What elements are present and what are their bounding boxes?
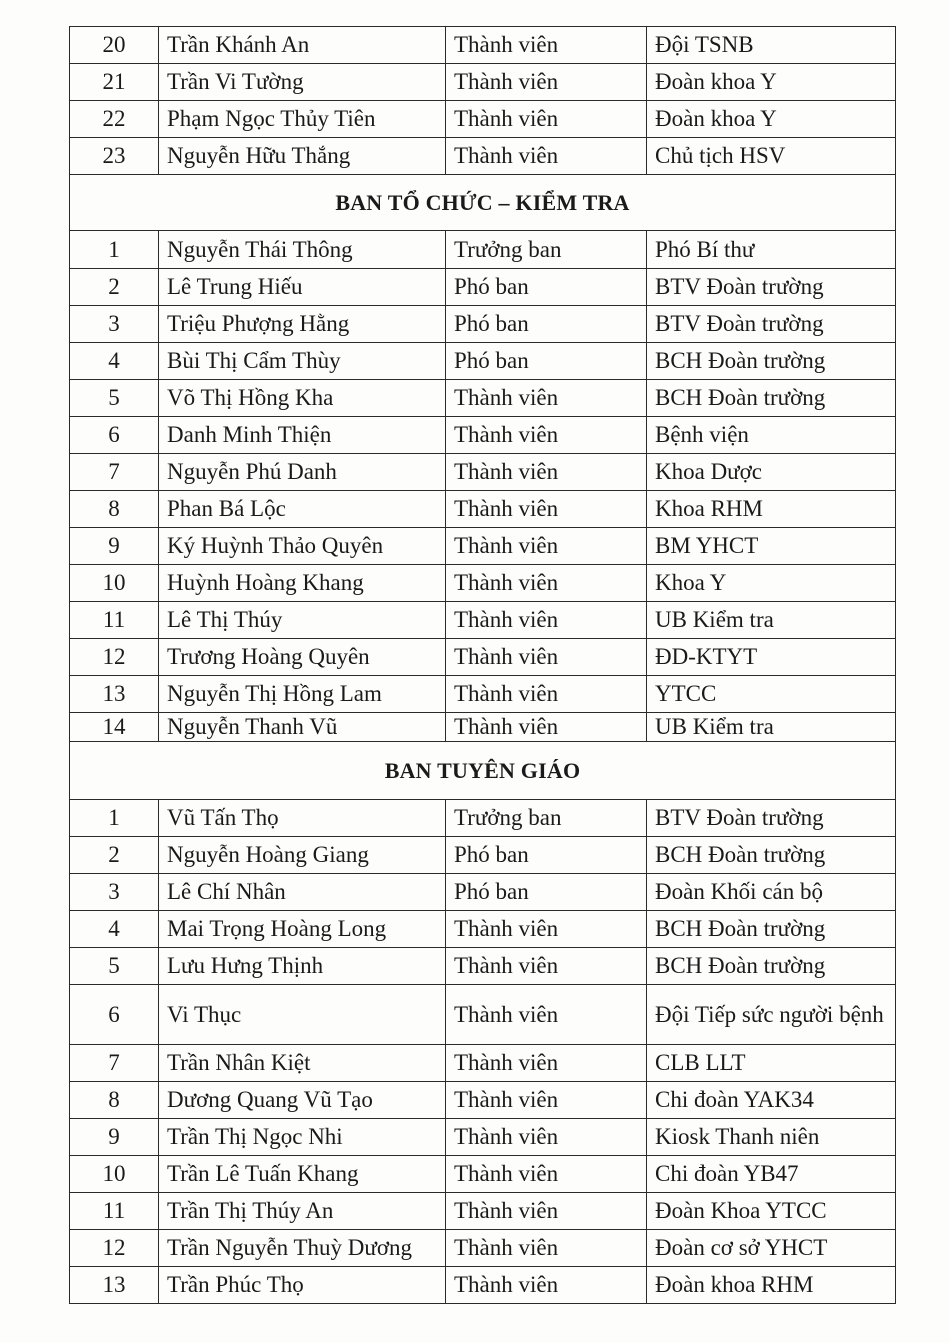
table-row (70, 27, 896, 64)
table-row (70, 528, 896, 565)
member-name: Lê Chí Nhân (159, 874, 446, 911)
member-role: Thành viên (446, 417, 647, 454)
member-name: Lê Trung Hiếu (159, 269, 446, 306)
member-role: Thành viên (446, 528, 647, 565)
member-name: Trần Thị Thúy An (159, 1193, 446, 1230)
member-name: Nguyễn Phú Danh (159, 454, 446, 491)
row-number: 10 (70, 565, 159, 602)
member-name: Triệu Phượng Hằng (159, 306, 446, 343)
row-number: 8 (70, 491, 159, 528)
member-role: Thành viên (446, 101, 647, 138)
member-name: Trần Lê Tuấn Khang (159, 1156, 446, 1193)
member-unit: Đội Tiếp sức người bệnh (647, 985, 896, 1045)
member-unit: Khoa Dược (647, 454, 896, 491)
member-unit: BCH Đoàn trường (647, 343, 896, 380)
table-row (70, 1082, 896, 1119)
row-number: 12 (70, 1230, 159, 1267)
row-number: 6 (70, 417, 159, 454)
table-row (70, 800, 896, 837)
member-unit: BCH Đoàn trường (647, 948, 896, 985)
member-role: Trưởng ban (446, 800, 647, 837)
member-unit: BCH Đoàn trường (647, 837, 896, 874)
roster-body (70, 27, 896, 1304)
row-number: 2 (70, 837, 159, 874)
member-role: Thành viên (446, 380, 647, 417)
member-unit: Khoa Y (647, 565, 896, 602)
member-name: Lê Thị Thúy (159, 602, 446, 639)
member-name: Ký Huỳnh Thảo Quyên (159, 528, 446, 565)
member-role: Thành viên (446, 1230, 647, 1267)
row-number: 1 (70, 231, 159, 269)
table-row (70, 417, 896, 454)
member-name: Trần Thị Ngọc Nhi (159, 1119, 446, 1156)
member-unit: Khoa RHM (647, 491, 896, 528)
member-unit: Chi đoàn YAK34 (647, 1082, 896, 1119)
member-role: Thành viên (446, 1045, 647, 1082)
table-row (70, 602, 896, 639)
row-number: 13 (70, 1267, 159, 1304)
member-unit: Kiosk Thanh niên (647, 1119, 896, 1156)
member-name: Phạm Ngọc Thủy Tiên (159, 101, 446, 138)
member-name: Trần Khánh An (159, 27, 446, 64)
member-name: Trương Hoàng Quyên (159, 639, 446, 676)
table-row (70, 269, 896, 306)
table-row (70, 1045, 896, 1082)
member-name: Vi Thục (159, 985, 446, 1045)
member-name: Trần Nhân Kiệt (159, 1045, 446, 1082)
member-role: Thành viên (446, 138, 647, 175)
table-row (70, 101, 896, 138)
member-unit: Chi đoàn YB47 (647, 1156, 896, 1193)
table-row (70, 231, 896, 269)
row-number: 3 (70, 306, 159, 343)
member-name: Bùi Thị Cẩm Thùy (159, 343, 446, 380)
row-number: 6 (70, 985, 159, 1045)
row-number: 10 (70, 1156, 159, 1193)
member-name: Nguyễn Hữu Thắng (159, 138, 446, 175)
table-row (70, 676, 896, 713)
member-name: Nguyễn Thị Hồng Lam (159, 676, 446, 713)
table-row (70, 64, 896, 101)
member-role: Thành viên (446, 1193, 647, 1230)
member-role: Thành viên (446, 1082, 647, 1119)
member-name: Võ Thị Hồng Kha (159, 380, 446, 417)
row-number: 9 (70, 528, 159, 565)
member-role: Phó ban (446, 837, 647, 874)
row-number: 2 (70, 269, 159, 306)
member-name: Danh Minh Thiện (159, 417, 446, 454)
member-role: Thành viên (446, 948, 647, 985)
member-name: Nguyễn Hoàng Giang (159, 837, 446, 874)
table-row (70, 948, 896, 985)
row-number: 12 (70, 639, 159, 676)
table-row (70, 491, 896, 528)
table-row (70, 1230, 896, 1267)
row-number: 4 (70, 343, 159, 380)
member-unit: BTV Đoàn trường (647, 800, 896, 837)
member-name: Trần Nguyễn Thuỳ Dương (159, 1230, 446, 1267)
row-number: 20 (70, 27, 159, 64)
member-name: Phan Bá Lộc (159, 491, 446, 528)
member-unit: YTCC (647, 676, 896, 713)
member-unit: Đoàn khoa Y (647, 101, 896, 138)
member-name: Nguyễn Thái Thông (159, 231, 446, 269)
section-header-row (70, 742, 896, 800)
member-role: Thành viên (446, 565, 647, 602)
member-unit: Đoàn cơ sở YHCT (647, 1230, 896, 1267)
table-row (70, 1156, 896, 1193)
member-role: Thành viên (446, 1267, 647, 1304)
member-name: Nguyễn Thanh Vũ (159, 713, 446, 742)
row-number: 22 (70, 101, 159, 138)
table-row (70, 911, 896, 948)
row-number: 21 (70, 64, 159, 101)
table-row (70, 565, 896, 602)
member-unit: Bệnh viện (647, 417, 896, 454)
section-to-chuc-kiem-tra-title: BAN TỔ CHỨC – KIỂM TRA (70, 175, 896, 231)
member-name: Lưu Hưng Thịnh (159, 948, 446, 985)
member-unit: Đội TSNB (647, 27, 896, 64)
member-unit: UB Kiểm tra (647, 602, 896, 639)
member-name: Mai Trọng Hoàng Long (159, 911, 446, 948)
table-row (70, 713, 896, 742)
member-role: Thành viên (446, 1119, 647, 1156)
row-number: 5 (70, 380, 159, 417)
member-unit: Chủ tịch HSV (647, 138, 896, 175)
member-unit: UB Kiểm tra (647, 713, 896, 742)
row-number: 13 (70, 676, 159, 713)
table-row (70, 380, 896, 417)
member-unit: Đoàn Khối cán bộ (647, 874, 896, 911)
member-unit: ĐD-KTYT (647, 639, 896, 676)
section-header-row (70, 175, 896, 231)
table-row (70, 874, 896, 911)
member-role: Phó ban (446, 874, 647, 911)
row-number: 23 (70, 138, 159, 175)
member-role: Phó ban (446, 343, 647, 380)
member-role: Thành viên (446, 491, 647, 528)
row-number: 1 (70, 800, 159, 837)
member-role: Phó ban (446, 306, 647, 343)
table-row (70, 837, 896, 874)
member-unit: Phó Bí thư (647, 231, 896, 269)
table-row (70, 1193, 896, 1230)
member-role: Thành viên (446, 602, 647, 639)
table-row (70, 1119, 896, 1156)
member-role: Trưởng ban (446, 231, 647, 269)
row-number: 5 (70, 948, 159, 985)
row-number: 8 (70, 1082, 159, 1119)
member-role: Thành viên (446, 713, 647, 742)
member-role: Thành viên (446, 985, 647, 1045)
member-role: Thành viên (446, 911, 647, 948)
member-name: Dương Quang Vũ Tạo (159, 1082, 446, 1119)
member-role: Thành viên (446, 27, 647, 64)
table-row (70, 306, 896, 343)
row-number: 9 (70, 1119, 159, 1156)
member-name: Trần Vi Tường (159, 64, 446, 101)
member-roster-table (69, 26, 896, 1304)
table-row (70, 343, 896, 380)
row-number: 11 (70, 1193, 159, 1230)
section-tuyen-giao-title: BAN TUYÊN GIÁO (70, 742, 896, 800)
member-unit: BM YHCT (647, 528, 896, 565)
table-row (70, 1267, 896, 1304)
row-number: 14 (70, 713, 159, 742)
member-unit: Đoàn khoa RHM (647, 1267, 896, 1304)
row-number: 4 (70, 911, 159, 948)
member-unit: Đoàn Khoa YTCC (647, 1193, 896, 1230)
row-number: 3 (70, 874, 159, 911)
member-role: Thành viên (446, 64, 647, 101)
member-role: Thành viên (446, 1156, 647, 1193)
member-unit: BTV Đoàn trường (647, 269, 896, 306)
row-number: 11 (70, 602, 159, 639)
member-role: Phó ban (446, 269, 647, 306)
row-number: 7 (70, 454, 159, 491)
member-unit: Đoàn khoa Y (647, 64, 896, 101)
table-row (70, 639, 896, 676)
member-role: Thành viên (446, 454, 647, 491)
member-unit: BCH Đoàn trường (647, 911, 896, 948)
member-role: Thành viên (446, 639, 647, 676)
table-row (70, 985, 896, 1045)
member-role: Thành viên (446, 676, 647, 713)
member-name: Vũ Tấn Thọ (159, 800, 446, 837)
member-unit: CLB LLT (647, 1045, 896, 1082)
table-row (70, 454, 896, 491)
member-unit: BTV Đoàn trường (647, 306, 896, 343)
row-number: 7 (70, 1045, 159, 1082)
member-unit: BCH Đoàn trường (647, 380, 896, 417)
member-name: Trần Phúc Thọ (159, 1267, 446, 1304)
member-name: Huỳnh Hoàng Khang (159, 565, 446, 602)
table-row (70, 138, 896, 175)
